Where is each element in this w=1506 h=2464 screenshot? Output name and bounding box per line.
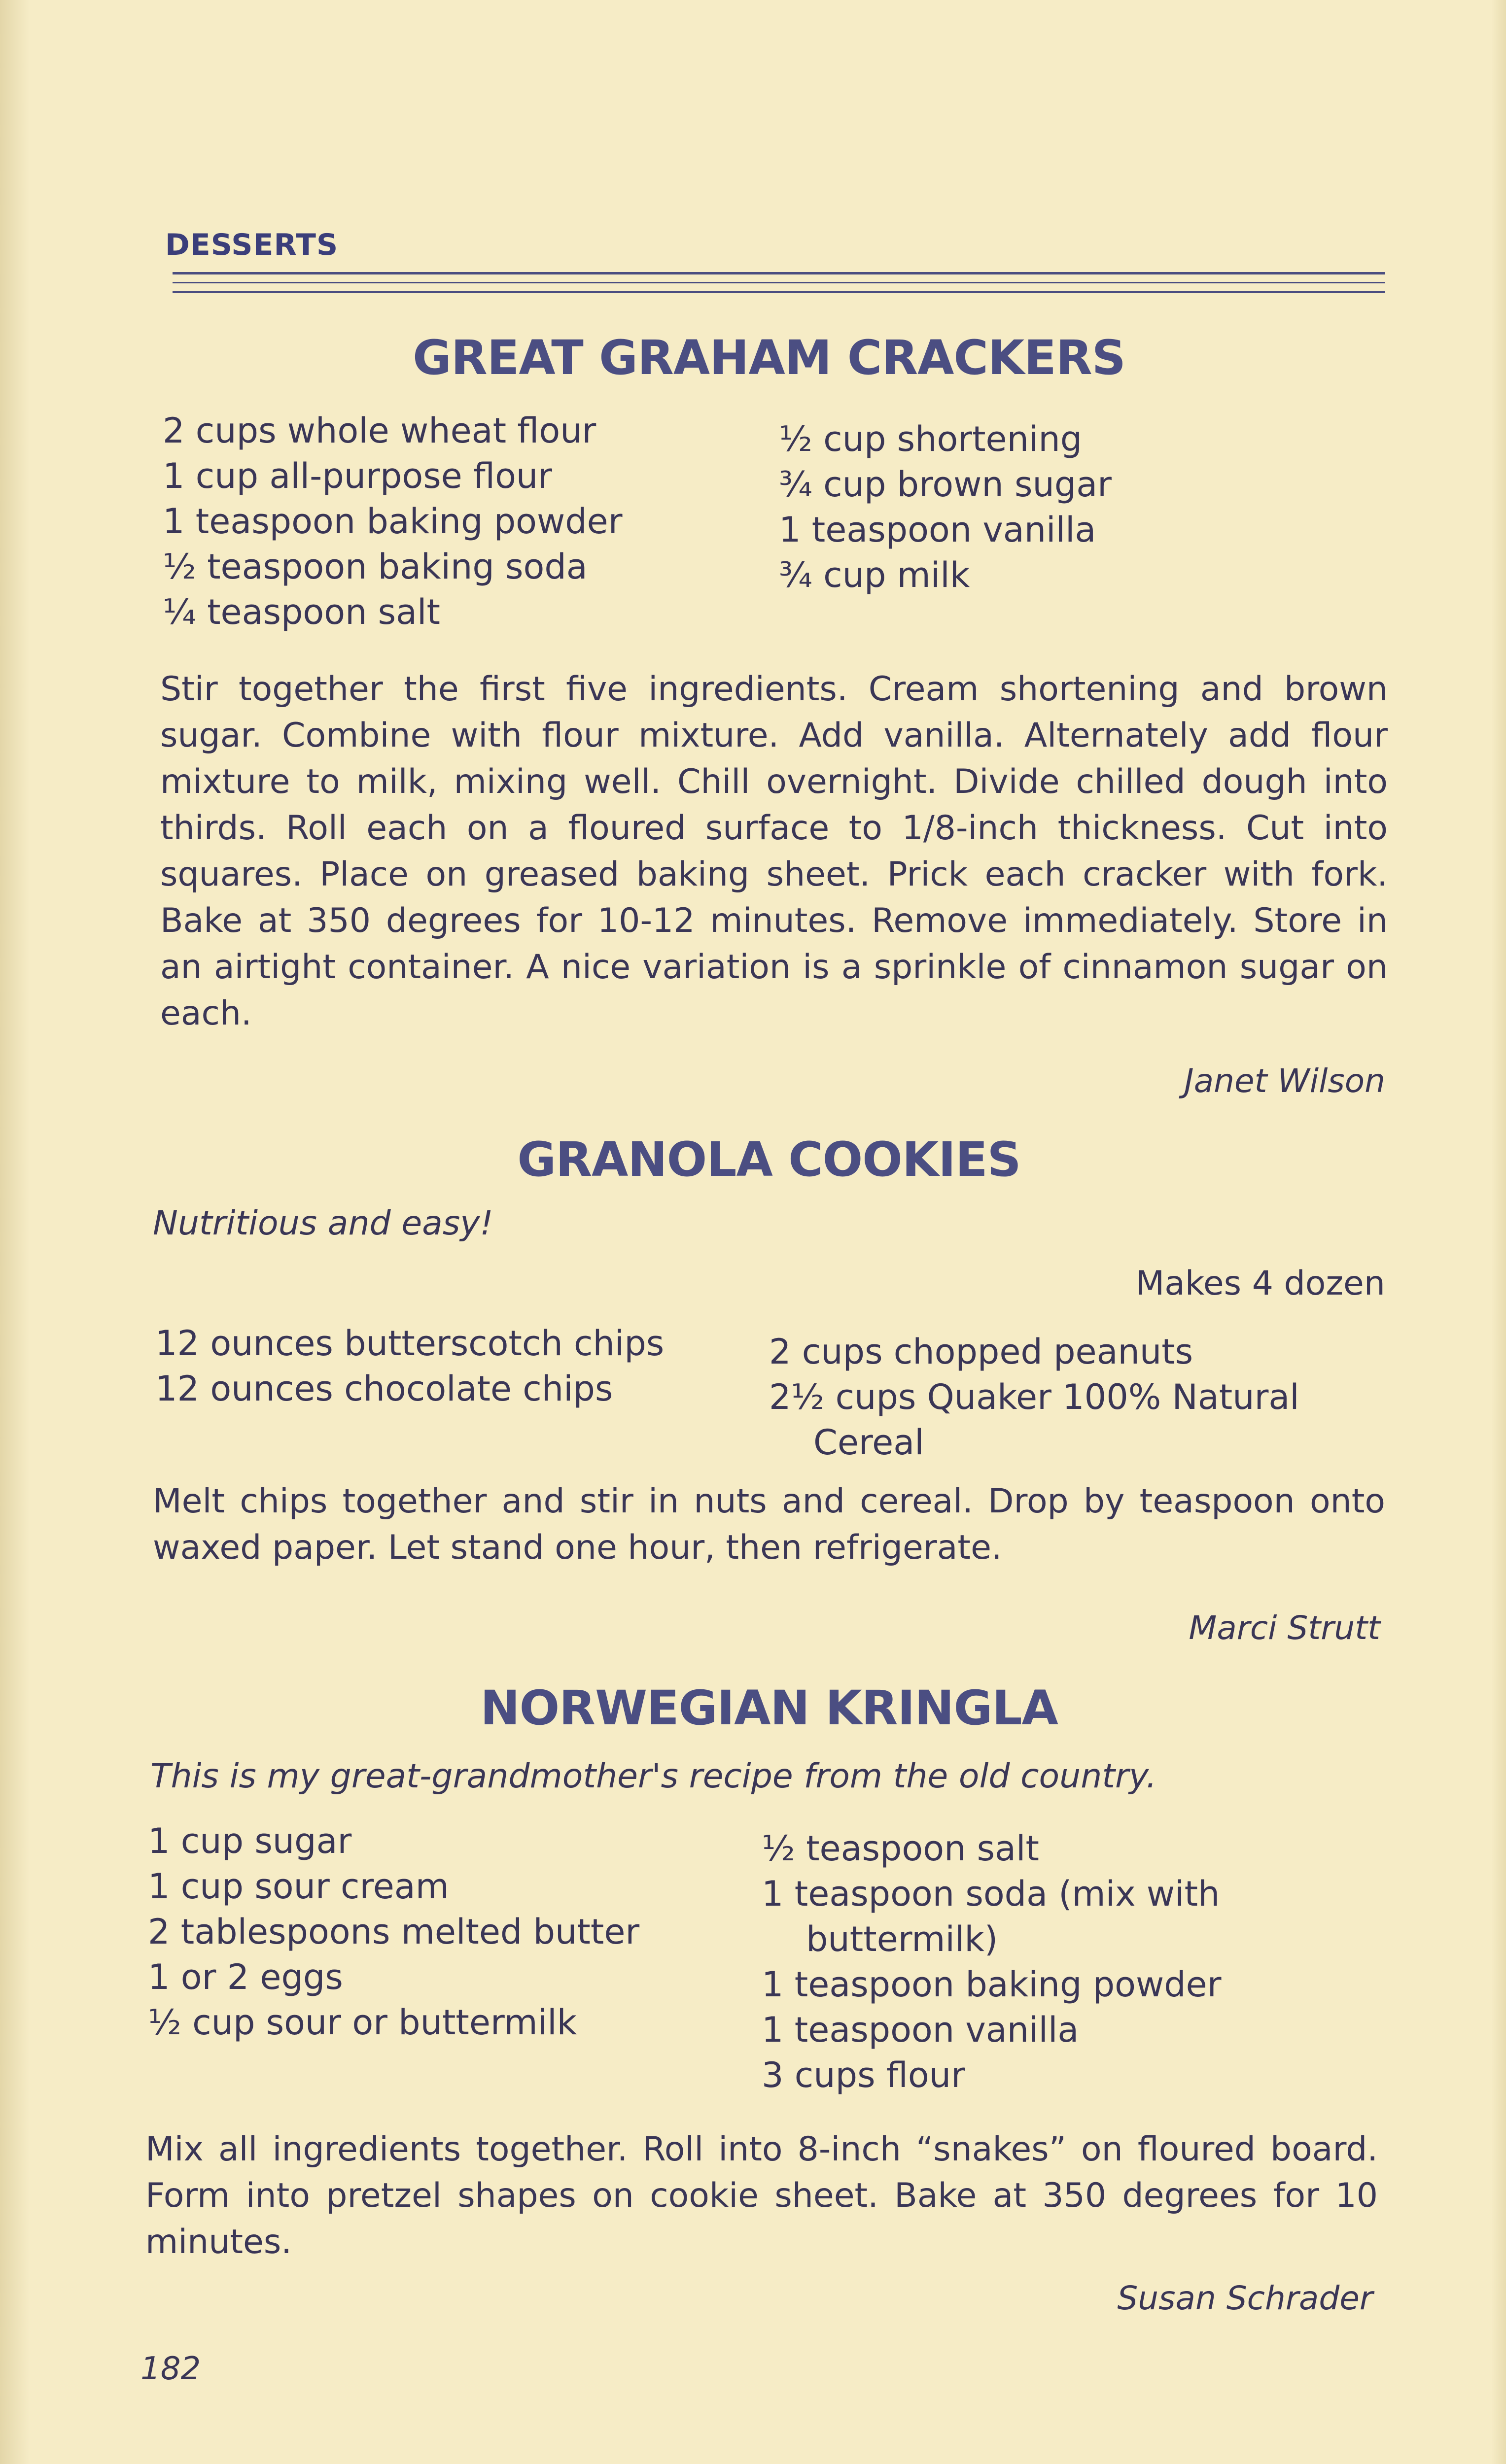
ingredient: 2 cups whole wheat flour — [163, 411, 596, 451]
ingredient: 1 teaspoon vanilla — [779, 510, 1096, 550]
header-rule — [173, 272, 1385, 274]
page-binding-shadow — [0, 0, 30, 2464]
ingredient: 2 tablespoons melted butter — [148, 1912, 640, 1952]
ingredient: 1 or 2 eggs — [148, 1957, 343, 1997]
page-number: 182 — [140, 2351, 201, 2387]
ingredient: ½ cup shortening — [779, 419, 1083, 459]
ingredient-list-left — [155, 1321, 664, 1411]
ingredient: ½ cup sour or buttermilk — [148, 2002, 577, 2043]
ingredient: 12 ounces butterscotch chips — [155, 1323, 665, 1364]
recipe-directions: Mix all ingredients together. Roll into 8-inch “snakes” on floured board. Form into pretzel shapes on cookie sheet. Bake at 350 degrees for 10 minutes. — [145, 2130, 1378, 2261]
recipe-author: Janet Wilson — [1184, 1062, 1385, 1100]
recipe-directions: Melt chips together and stir in nuts and cereal. Drop by teaspoon onto waxed paper. Let stand one hour, then refrigerate. — [153, 1482, 1385, 1567]
header-rule — [173, 291, 1385, 293]
ingredient-list-left — [148, 1818, 639, 2045]
ingredient: 1 cup sugar — [148, 1821, 352, 1861]
ingredient: 1 teaspoon baking powder — [762, 1964, 1222, 2005]
ingredient: 1 teaspoon soda (mix with — [762, 1874, 1220, 1914]
ingredient-list-right — [769, 1329, 1299, 1465]
ingredient: Cereal — [813, 1422, 924, 1463]
ingredient: buttermilk) — [806, 1919, 998, 1959]
ingredient: ½ teaspoon baking soda — [163, 547, 588, 587]
ingredient-list-right — [779, 416, 1112, 598]
recipe-subtitle: Nutritious and easy! — [153, 1204, 493, 1243]
ingredient: ¼ teaspoon salt — [163, 592, 440, 632]
recipe-yield: Makes 4 dozen — [1135, 1264, 1385, 1303]
section-header: DESSERTS — [165, 228, 339, 262]
ingredient: ¾ cup milk — [779, 555, 970, 595]
recipe-author: Susan Schrader — [1117, 2279, 1373, 2317]
ingredient: 2 cups chopped peanuts — [769, 1332, 1193, 1372]
recipe-title: GRANOLA COOKIES — [517, 1132, 1021, 1187]
ingredient: ¾ cup brown sugar — [779, 464, 1112, 505]
ingredient: ½ teaspoon salt — [762, 1828, 1039, 1869]
ingredient: 3 cups flour — [762, 2055, 965, 2095]
header-rule — [173, 282, 1385, 283]
ingredient: 1 cup all-purpose flour — [163, 456, 553, 496]
recipe-subtitle: This is my great-grandmother's recipe from the old country. — [150, 1757, 1157, 1796]
ingredient: 1 cup sour cream — [148, 1866, 449, 1907]
recipe-title: NORWEGIAN KRINGLA — [480, 1680, 1058, 1736]
ingredient: 1 teaspoon baking powder — [163, 501, 623, 542]
ingredient: 1 teaspoon vanilla — [762, 2010, 1079, 2050]
ingredient: 12 ounces chocolate chips — [155, 1369, 613, 1409]
page-edge-shadow — [1491, 0, 1506, 2464]
recipe-title: GREAT GRAHAM CRACKERS — [413, 330, 1125, 385]
recipe-author: Marci Strutt — [1189, 1609, 1380, 1647]
ingredient: 2½ cups Quaker 100% Natural — [769, 1377, 1299, 1417]
ingredient-list-left — [163, 408, 623, 635]
ingredient-list-right — [762, 1826, 1222, 2098]
recipe-directions: Stir together the first five ingredients. Cream shortening and brown sugar. Combine with flour mixture. Add vanilla. Alternately add flour mixture to milk, mixing well. Chill overnight. Divide chilled dough into thirds. Roll each on a floured surface to 1/8-inch thickness. Cut into squares. Place on greased baking sheet. Prick each cracker with fork. Bake at 350 degrees for 10-12 minutes. Remove immediately. Store in an airtight container. A nice variation is a sprinkle of cinnamon sugar on each. — [160, 670, 1388, 1033]
